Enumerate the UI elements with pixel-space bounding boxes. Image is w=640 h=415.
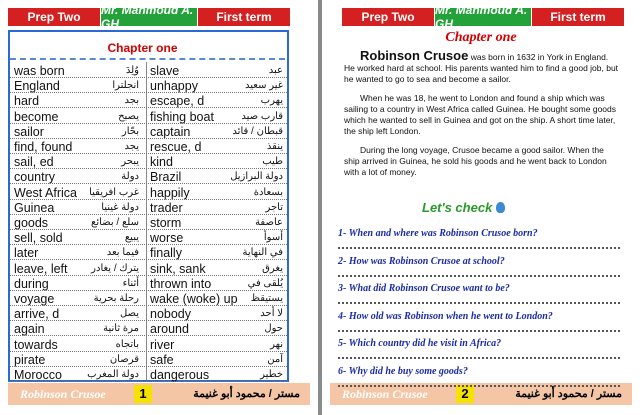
question: 1- When and where was Robinson Crusoe born? [338, 228, 538, 239]
row-divider [10, 381, 287, 382]
page-footer [8, 383, 310, 405]
vocab-english: kind [150, 155, 173, 170]
vocab-english: slave [150, 64, 180, 78]
vocab-english: rescue, d [150, 140, 202, 154]
vocab-english: thrown into [150, 276, 212, 291]
vocab-arabic: انجلترا [112, 80, 139, 92]
vocab-arabic: بحّار [121, 125, 139, 137]
vocab-english: fishing boat [150, 109, 214, 124]
lightbulb-icon [496, 202, 505, 213]
story-text [344, 50, 620, 186]
vocab-arabic: قارب صيد [241, 110, 283, 122]
vocab-english: hard [14, 94, 40, 109]
vocab-english: again [14, 322, 45, 337]
question: 4- How old was Robinson when he went to London? [338, 310, 553, 322]
header-level: Prep Two [342, 8, 435, 26]
vocab-arabic: يبيع [124, 232, 139, 244]
footer-author: مستر / محمود أبو غنيمة [193, 388, 300, 400]
vocab-arabic: يصل [119, 308, 139, 320]
answer-line[interactable] [338, 302, 620, 304]
vocab-arabic: بجد [124, 95, 139, 107]
vocab-english: become [14, 109, 59, 124]
vocab-arabic: حول [264, 323, 283, 335]
vocab-english: voyage [14, 292, 55, 306]
vocab-english: finally [150, 246, 182, 261]
vocab-arabic: دولة [121, 171, 139, 183]
vocab-arabic: ينقذ [266, 141, 283, 152]
chapter-divider [10, 58, 285, 60]
vocab-english: sink, sank [150, 261, 206, 276]
vocab-arabic: دولة المغرب [87, 369, 139, 380]
page-number: 2 [456, 385, 474, 403]
vocab-arabic: دولة البرازيل [230, 171, 283, 183]
story-paragraph: Robinson Crusoe was born in 1632 in York in England. He worked hard at school. His parents wanted him to find a good job, but he wanted to go to sea and become a sailor. [344, 48, 619, 84]
vocab-arabic: آمن [267, 353, 283, 365]
vocab-arabic: تاجر [265, 201, 283, 213]
vocab-arabic: يهرب [260, 95, 283, 107]
vocab-arabic: خطير [260, 369, 283, 380]
vocab-english: West Africa [14, 185, 77, 200]
question: 3- What did Robinson Crusoe want to be? [338, 283, 510, 294]
vocab-arabic: عاصفة [255, 217, 283, 228]
vocab-arabic: نهر [270, 338, 283, 350]
story-lead: Robinson Crusoe [360, 48, 469, 63]
vocab-english: later [14, 246, 39, 261]
header-term: First term [532, 8, 624, 26]
story-paragraph: During the long voyage, Crusoe became a good sailor. When the ship arrived in Guinea, he sold his goods and he went back to London with a lot of money. [344, 145, 607, 177]
vocab-english: trader [150, 200, 183, 215]
vocab-arabic: طيب [262, 156, 283, 168]
vocab-english: river [150, 337, 175, 352]
story-paragraph: When he was 18, he went to London and found a ship which was sailing to a country in West Africa called Guinea. He bought some goods which he wanted to sell in Guinea and got on the ship. A short time later, the ship left London. [344, 93, 616, 136]
vocab-english: England [14, 79, 60, 94]
vocab-arabic: قرصان [109, 353, 139, 365]
vocab-arabic: دولة غينيا [101, 201, 139, 213]
page-number: 1 [134, 385, 152, 403]
vocab-arabic: رحلة بحرية [93, 293, 139, 304]
vocab-english: towards [14, 337, 58, 352]
vocab-english: captain [150, 124, 191, 139]
chapter-title: Chapter one [107, 41, 178, 55]
answer-line[interactable] [338, 330, 620, 332]
vocab-arabic: يغرق [262, 262, 283, 274]
lets-check-heading: Let's check [422, 200, 505, 215]
vocab-english: wake (woke) up [150, 292, 238, 306]
page-header [8, 3, 290, 31]
header-level: Prep Two [8, 8, 101, 26]
vocab-english: unhappy [150, 79, 198, 94]
vocab-arabic: يبحر [121, 156, 139, 168]
vocab-english: pirate [14, 352, 46, 367]
vocab-arabic: غرب افريقيا [89, 186, 139, 198]
vocab-english: escape, d [150, 94, 205, 109]
vocabulary-table [8, 30, 289, 382]
vocab-english: sail, ed [14, 155, 54, 170]
vocab-english: was born [14, 64, 65, 78]
vocab-english: dangerous [150, 368, 210, 382]
vocab-english: arrive, d [14, 307, 60, 322]
vocab-arabic: غير سعيد [244, 80, 283, 92]
vocab-english: during [14, 276, 49, 291]
vocab-arabic: يُلقى في [247, 277, 283, 289]
vocab-english: sailor [14, 124, 44, 139]
vocab-english: country [14, 170, 55, 185]
vocab-arabic: سلع / بضائع [91, 217, 139, 228]
vocab-english: safe [150, 352, 174, 367]
answer-line[interactable] [338, 275, 620, 277]
vocab-arabic: بسعادة [253, 186, 283, 198]
header-teacher: Mr. Mahmoud A. GH [435, 8, 532, 26]
answer-line[interactable] [338, 385, 620, 387]
vocab-arabic: عبد [268, 65, 283, 76]
answer-line[interactable] [338, 247, 620, 249]
vocab-arabic: وُلِدَ [125, 65, 139, 76]
header-teacher: Mr. Mahmoud A. GH [101, 8, 198, 26]
vocab-arabic: قبطان / قائد [232, 125, 283, 137]
vocab-english: worse [150, 231, 184, 246]
vocab-arabic: يستيقظ [250, 293, 283, 304]
vocab-arabic: يترك / يغادر [91, 262, 139, 274]
page-2 [322, 0, 640, 415]
vocab-arabic: فيما بعد [106, 247, 139, 259]
footer-book-title: Robinson Crusoe [342, 387, 428, 401]
vocab-english: find, found [14, 140, 73, 154]
vocab-arabic: أثناء [122, 277, 139, 289]
chapter-title: Chapter one [445, 30, 517, 45]
vocab-english: goods [14, 216, 49, 230]
page-1 [0, 0, 318, 415]
vocab-english: Morocco [14, 368, 62, 382]
vocab-arabic: يصبح [118, 110, 139, 122]
vocab-arabic: يجد [124, 141, 139, 152]
vocab-arabic: في النهاية [242, 247, 283, 259]
vocab-english: storm [150, 216, 182, 230]
vocab-english: sell, sold [14, 231, 63, 246]
vocab-english: leave, left [14, 261, 68, 276]
vocab-english: happily [150, 185, 190, 200]
vocab-arabic: مرة ثانية [103, 323, 139, 335]
vocab-english: nobody [150, 307, 192, 322]
vocab-english: Brazil [150, 170, 182, 185]
question: 6- Why did he buy some goods? [338, 365, 468, 377]
vocab-arabic: باتجاه [115, 338, 139, 350]
question: 5- Which country did he visit in Africa? [338, 338, 502, 349]
header-term: First term [198, 8, 290, 26]
vocab-arabic: لا أحد [260, 308, 283, 320]
question: 2- How was Robinson Crusoe at school? [338, 255, 505, 267]
answer-line[interactable] [338, 357, 620, 359]
page-header [342, 3, 624, 31]
footer-author: مستر / محمود أبو غنيمة [515, 388, 622, 400]
vocab-arabic: أسوأ [263, 232, 283, 244]
vocab-english: around [150, 322, 189, 337]
vocab-english: Guinea [14, 200, 55, 215]
footer-book-title: Robinson Crusoe [20, 387, 106, 401]
